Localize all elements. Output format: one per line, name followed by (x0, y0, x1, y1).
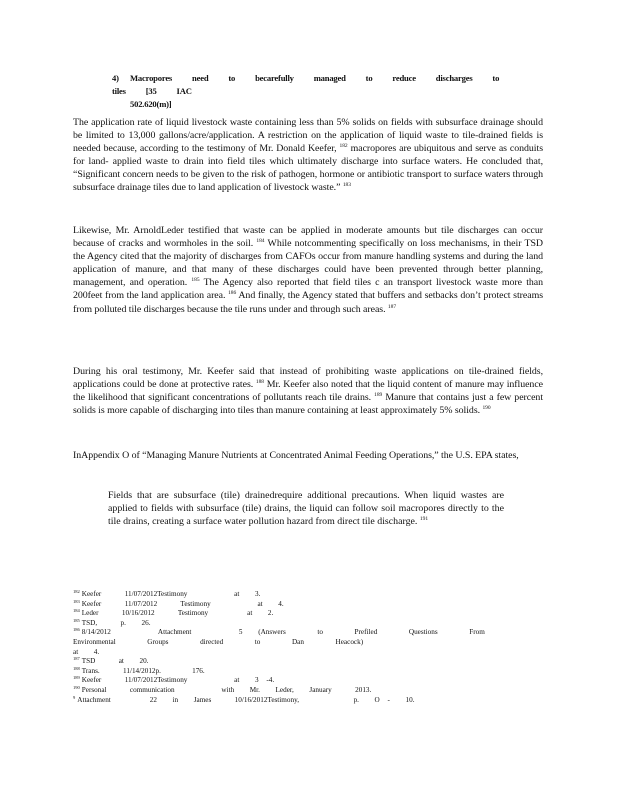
footnote-number: 190 (73, 684, 80, 690)
footnote-text: Keefer 11/07/2012Testimony at 3. (81, 590, 261, 598)
text-run: InAppendix O of “Managing Manure Nutrients at Concentrated Animal Feeding Operations,” the U.S. EPA states, (73, 450, 519, 461)
text-run: Likewise, Mr. ArnoldLeder testified that waste can be applied in moderate amounts but tile discharges can occur because of cracks and wormholes in the soil. (73, 225, 543, 250)
footnote-number: 188 (73, 665, 80, 671)
footnote-text: TSD at 20. (81, 657, 149, 666)
heading-continuation: 502.620(m)] (130, 99, 172, 109)
footnote-text: Attachment 22 in James 10/16/2012Testimony, p. O - 10. (77, 695, 415, 704)
footnote (73, 686, 533, 696)
footnote-text: Keefer 11/07/2012Testimony at 3 -4. (81, 676, 275, 685)
footnote-ref: 185 (191, 277, 200, 284)
footnote-text: Keefer 11/07/2012 Testimony at 4. (81, 599, 284, 608)
footnote-number: 186 (73, 627, 80, 633)
section-heading (112, 72, 532, 111)
footnote-text: Personal communication with Mr. Leder, January 2013. (81, 685, 372, 694)
text-run: During his oral testimony, Mr. Keefer said that instead of prohibiting waste applications on tile-drained fields, applications could be done at protective rates. (73, 366, 543, 391)
text-run: While notcommenting specifically on loss mechanisms, in their TSD the Agency cited that the majority of discharges from CAFOs occur from manure handling systems and during the land application of manure, and that many of these discharges could have been prevented through better planning, management, and operation. (73, 238, 543, 289)
footnote-number: 183 (73, 598, 80, 604)
footnote (73, 657, 533, 667)
footnote-ref: 183 (342, 182, 351, 189)
footnote-number: 187 (73, 656, 80, 662)
footnote-text: 8/14/2012 Attachment 5 (Answers to Prefiled Questions From Environmental Groups directed to Dan Heacock) (73, 628, 517, 646)
footnote-number: 9 (73, 694, 76, 700)
text-run: Manure that contains just a few percent solids is more capable of discharging into tiles than manure containing at least approximately 5% solids. (73, 392, 544, 417)
text-run: The Agency also reported that field tiles c an transport livestock waste more than 200feet from the land application area. (73, 277, 543, 302)
footnote-text: Leder 10/16/2012 Testimony at 2. (81, 609, 274, 618)
footnote-number: 182 (73, 589, 80, 594)
footnote-ref: 189 (374, 392, 383, 399)
block-quote (108, 489, 504, 528)
footnote-number: 189 (73, 675, 80, 681)
text-run: Mr. Keefer also noted that the liquid content of manure may influence the likelihood that significant concentrations of pollutants reach tile drains. (73, 379, 543, 404)
footnote-ref: 191 (419, 516, 429, 523)
footnote-number: 185 (73, 617, 80, 623)
footnote-text: at 4. (73, 647, 100, 656)
footnote-ref: 186 (228, 290, 237, 297)
footnotes (73, 590, 533, 705)
heading-text: Macropores need to becarefully managed to reduce discharges to tiles [35 IAC (112, 73, 500, 96)
footnote-ref: 182 (339, 143, 348, 150)
footnote (73, 590, 533, 600)
paragraph-leder-testimony (73, 224, 543, 316)
footnote-text: Trans. 11/14/2012p. 176. (81, 666, 205, 675)
paragraph-epa-appendix (73, 449, 543, 462)
text-run: Fields that are subsurface (tile) drainedrequire additional precautions. When liquid wastes are applied to fields with subsurface (tile) drains, the liquid can follow soil macropores directly to the tile drains, creating a surface water pollution hazard from direct tile discharge. (108, 490, 504, 528)
text-run: And finally, the Agency stated that buffers and setbacks don’t protect streams from polluted tile discharges because the tile runs under and through such areas. (73, 290, 543, 315)
footnote (73, 628, 533, 647)
footnote-ref: 187 (387, 303, 397, 310)
footnote-ref: 190 (482, 405, 491, 412)
paragraph-oral-testimony (73, 365, 543, 417)
footnote-ref: 184 (256, 238, 265, 245)
footnote (73, 609, 533, 619)
footnote (73, 648, 533, 658)
footnote (73, 600, 533, 610)
text-run: macropores are ubiquitous and serve as conduits for land- applied waste to drain into field tiles which ultimately discharge into surface waters. He concluded that, “Significant concern needs to be given to the risk of pathogen, hormone or antibiotic transport to surface waters through subsurface drainage tiles due to land application of livestock waste.” (73, 143, 543, 194)
footnote (73, 696, 533, 706)
footnote-text: TSD, p. 26. (81, 618, 151, 627)
paragraph-macropores (73, 116, 543, 195)
footnote (73, 676, 533, 686)
footnote (73, 619, 533, 629)
footnote-ref: 188 (255, 379, 264, 386)
heading-number: 4) (112, 73, 119, 83)
footnote-number: 184 (73, 608, 80, 614)
text-run: The application rate of liquid livestock waste containing less than 5% solids on fields with subsurface drainage should be limited to 13,000 gallons/acre/application. A restriction on the application of liquid waste to tile-drained fields is needed because, according to the testimony of Mr. Donald Keefer, (73, 117, 543, 155)
footnote (73, 667, 533, 677)
